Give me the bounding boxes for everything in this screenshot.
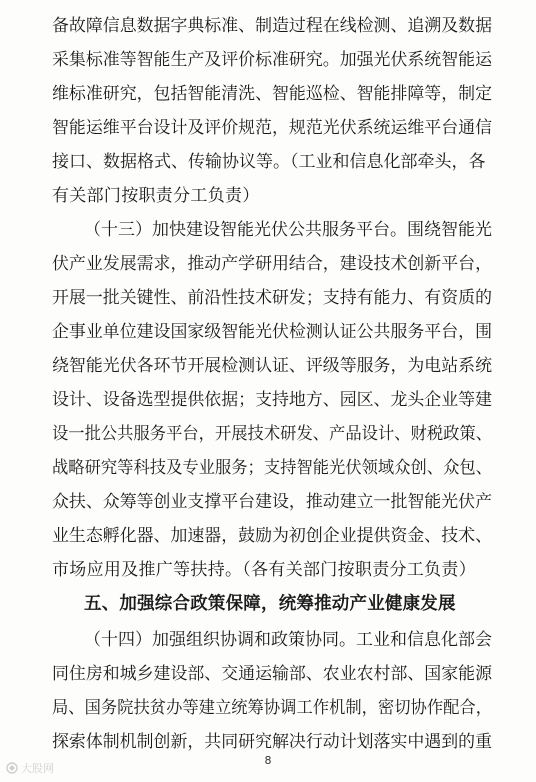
paragraph-line: 备故障信息数据字典标准、制造过程在线检测、追溯及数据 (52, 16, 492, 36)
paragraph-line: 维标准研究，包括智能清洗、智能巡检、智能排障等，制定 (52, 84, 492, 104)
page-number: 8 (264, 754, 272, 767)
paragraph-line: 战略研究等科技及专业服务；支持智能光伏领域众创、众包、 (52, 458, 492, 478)
paragraph-line: 采集标准等智能生产及评价标准研究。加强光伏系统智能运 (52, 50, 492, 70)
paragraph-line: （十三）加快建设智能光伏公共服务平台。围绕智能光 (84, 220, 492, 240)
paragraph-line: 有关部门按职责分工负责） (52, 186, 260, 206)
watermark-text: 大股网 (21, 762, 54, 775)
paragraph-line: 绕智能光伏各环节开展检测认证、评级等服务，为电站系统 (52, 356, 492, 376)
watermark-logo-icon (6, 762, 18, 774)
paragraph-line: 市场应用及推广等扶持。（各有关部门按职责分工负责） (52, 560, 476, 580)
paragraph-line: 伏产业发展需求，推动产学研用结合，建设技术创新平台， (52, 254, 492, 274)
paragraph-line: 同住房和城乡建设部、交通运输部、农业农村部、国家能源 (52, 664, 492, 684)
paragraph-line: 探索体制机制创新，共同研究解决行动计划落实中遇到的重 (52, 732, 492, 752)
paragraph-line: （十四）加强组织协调和政策协同。工业和信息化部会 (84, 630, 492, 650)
paragraph-line: 企事业单位建设国家级智能光伏检测认证公共服务平台，围 (52, 322, 492, 342)
section-heading: 五、加强综合政策保障，统筹推动产业健康发展 (84, 594, 456, 614)
paragraph-line: 设一批公共服务平台，开展技术研发、产品设计、财税政策、 (52, 424, 492, 444)
watermark (6, 760, 54, 776)
paragraph-line: 众扶、众筹等创业支撑平台建设，推动建立一批智能光伏产 (52, 492, 492, 512)
paragraph-line: 业生态孵化器、加速器，鼓励为初创企业提供资金、技术、 (52, 526, 492, 546)
paragraph-line: 开展一批关键性、前沿性技术研发；支持有能力、有资质的 (52, 288, 492, 308)
paragraph-line: 设计、设备选型提供依据；支持地方、园区、龙头企业等建 (52, 390, 492, 410)
paragraph-line: 局、国务院扶贫办等建立统筹协调工作机制，密切协作配合， (52, 698, 492, 718)
paragraph-line: 接口、数据格式、传输协议等。（工业和信息化部牵头，各 (52, 152, 486, 172)
paragraph-line: 智能运维平台设计及评价规范，规范光伏系统运维平台通信 (52, 118, 492, 138)
